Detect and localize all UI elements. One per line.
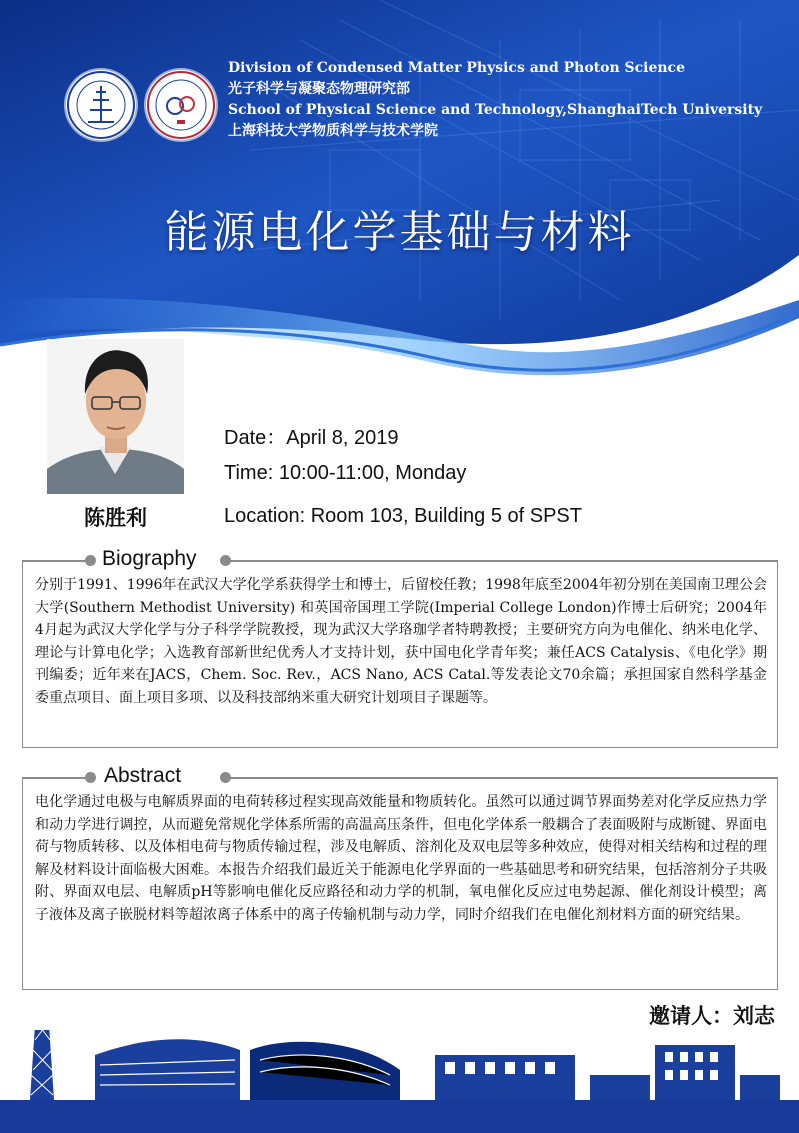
org-line-division: Division of Condensed Matter Physics and Photon Science bbox=[228, 60, 685, 76]
speaker-photo bbox=[47, 339, 184, 494]
abstract-box bbox=[22, 777, 778, 990]
org-line-school: School of Physical Science and Technology,ShanghaiTech University bbox=[228, 102, 763, 118]
event-location: Location: Room 103, Building 5 of SPST bbox=[224, 505, 582, 527]
abstract-heading: Abstract bbox=[104, 764, 182, 787]
dps-icon bbox=[146, 70, 216, 140]
portrait-image bbox=[47, 339, 184, 494]
biography-box bbox=[22, 560, 778, 748]
event-time: Time: 10:00-11:00, Monday bbox=[224, 462, 467, 484]
shanghaitech-seal-logo bbox=[66, 70, 136, 140]
campus-buildings-illustration bbox=[0, 1030, 799, 1133]
seal-icon bbox=[66, 70, 136, 140]
organization-block bbox=[228, 58, 762, 142]
abstract-text: 电化学通过电极与电解质界面的电荷转移过程实现高效能量和物质转化。虽然可以通过调节界面势差对化学反应热力学和动力学进行调控，从而避免常规化学体系所需的高温高压条件，但电化学体系一般耦合了表面吸附与成断键、界面电荷与物质转移、以及体相电荷与物质传输过程，涉及电解质、溶剂化及双电层等多种效应，使得对相关结构和过程的理解及材料设计面临极大困难。本报告介绍我们最近关于能源电化学界面的一些基础思考和研究结果，包括溶剂分子共吸附、界面双电层、电解质pH等影响电催化反应路径和动力学的机制，氧电催化反应过电势起源、催化剂设计模型；离子液体及离子嵌脱材料等超浓离子体系中的离子传输机制与动力学，同时介绍我们在电催化剂材料方面的研究结果。 bbox=[35, 794, 767, 923]
inviter: 邀请人：刘志 bbox=[649, 1004, 775, 1028]
dps-logo bbox=[146, 70, 216, 140]
footer-skyline bbox=[0, 1030, 799, 1133]
poster-title: 能源电化学基础与材料 bbox=[164, 207, 635, 258]
speaker-name: 陈胜利 bbox=[84, 506, 147, 530]
org-line-division-cn: 光子科学与凝聚态物理研究部 bbox=[228, 81, 410, 97]
org-line-school-cn: 上海科技大学物质科学与技术学院 bbox=[228, 123, 438, 139]
biography-text: 分别于1991、1996年在武汉大学化学系获得学士和博士，后留校任教；1998年底至2004年初分别在美国南卫理公会大学(Southern Methodist University) 和英国帝国理工学院(Imperial College London)作博士后研究；2004年4月起为武汉大学化学与分子科学学院教授，现为武汉大学珞珈学者特聘教授；主要研究方向为电催化、纳米电化学、理论与计算电化学；入选教育部新世纪优秀人才支持计划，获中国电化学青年奖；兼任ACS Catalysis、《电化学》期刊编委；近年来在JACS，Chem. Soc. Rev.，ACS Nano, ACS Catal.等发表论文70余篇；承担国家自然科学基金委重点项目、面上项目多项、以及科技部纳米重大研究计划项目子课题等。 bbox=[35, 577, 767, 706]
biography-heading: Biography bbox=[102, 547, 197, 570]
event-date: Date：April 8, 2019 bbox=[224, 427, 399, 449]
